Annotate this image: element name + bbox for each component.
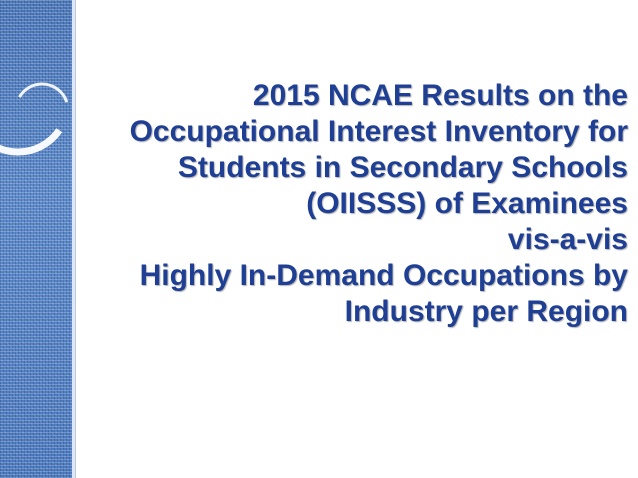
title-line: Occupational Interest Inventory for [129, 115, 628, 148]
title-line: Industry per Region [344, 295, 628, 328]
title-line: (OIISSS) of Examinees [306, 187, 628, 220]
title-line: vis-a-vis [507, 223, 628, 256]
slide-title [28, 78, 628, 330]
title-line: 2015 NCAE Results on the [252, 79, 628, 112]
title-line: Students in Secondary Schools [177, 151, 628, 184]
title-line: Highly In-Demand Occupations by [139, 259, 628, 292]
